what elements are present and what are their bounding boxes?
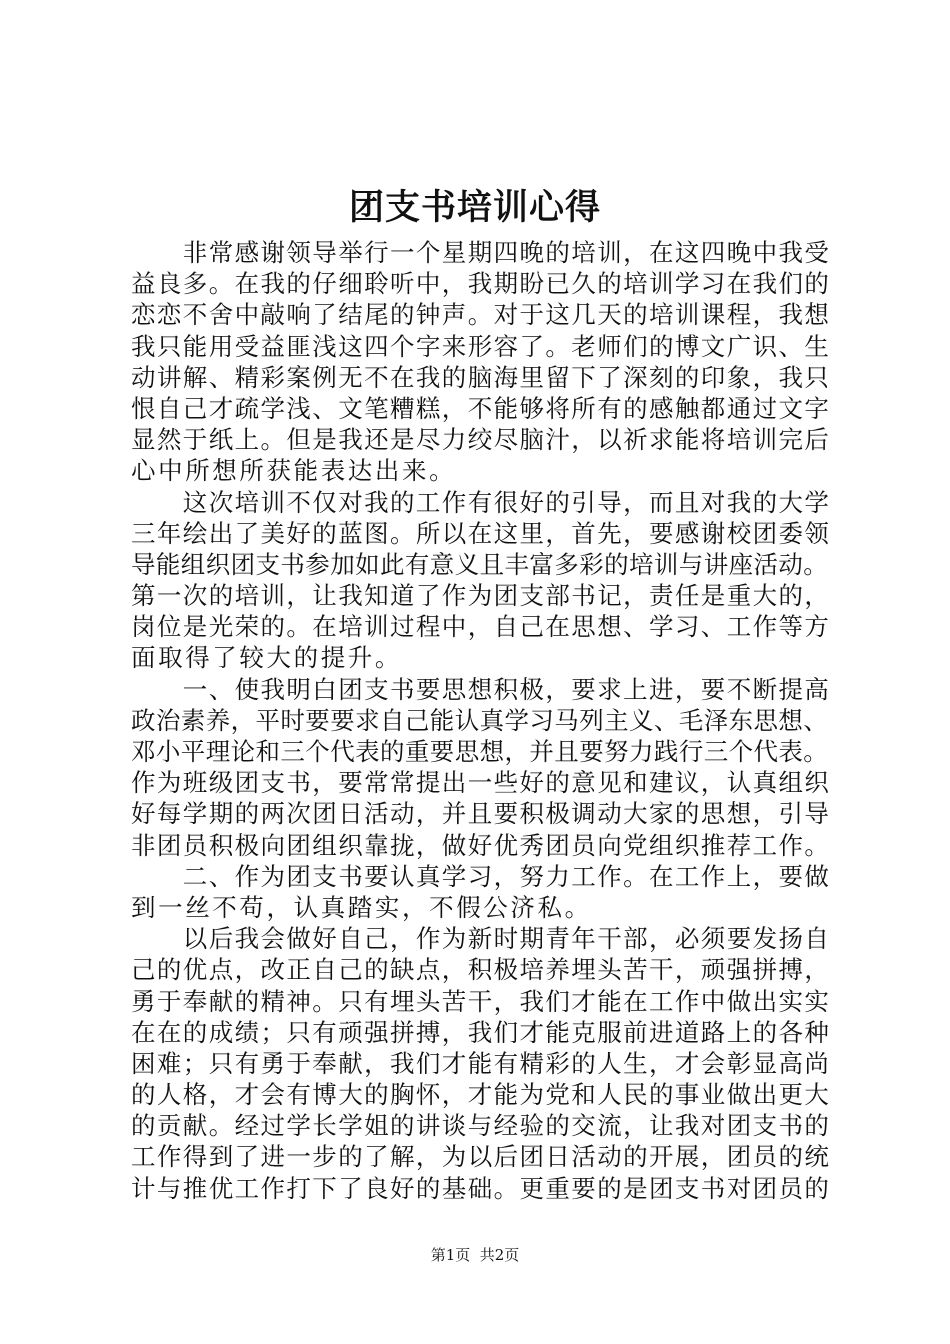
document-body xyxy=(131,237,831,1204)
body-text-line: 非团员积极向团组织靠拢，做好优秀团员向党组织推荐工作。 xyxy=(131,830,831,860)
body-text-line: 己的优点，改正自己的缺点，积极培养埋头苦干，顽强拼搏， xyxy=(131,955,831,985)
body-text-line: 的贡献。经过学长学姐的讲谈与经验的交流，让我对团支书的 xyxy=(131,1111,831,1141)
body-text-line: 面取得了较大的提升。 xyxy=(131,643,402,673)
body-text-line: 恨自己才疏学浅、文笔糟糕，不能够将所有的感触都通过文字 xyxy=(131,393,831,423)
body-text-line: 好每学期的两次团日活动，并且要积极调动大家的思想，引导 xyxy=(131,799,831,829)
page-footer: 第1页 共2页 xyxy=(430,1246,520,1264)
body-text-line: 导能组织团支书参加如此有意义且丰富多彩的培训与讲座活动。 xyxy=(131,549,829,579)
body-text-line: 三年绘出了美好的蓝图。所以在这里，首先，要感谢校团委领 xyxy=(131,518,831,548)
body-text-line: 非常感谢领导举行一个星期四晚的培训，在这四晚中我受 xyxy=(131,238,831,267)
body-text-line: 以后我会做好自己，作为新时期青年干部，必须要发扬自 xyxy=(131,924,831,954)
body-text-line: 工作得到了进一步的了解，为以后团日活动的开展，团员的统 xyxy=(131,1142,831,1172)
body-text-line: 动讲解、精彩案例无不在我的脑海里留下了深刻的印象，我只 xyxy=(131,362,831,392)
body-text-line: 计与推优工作打下了良好的基础。更重要的是团支书对团员的 xyxy=(131,1173,831,1203)
body-text-line: 勇于奉献的精神。只有埋头苦干，我们才能在工作中做出实实 xyxy=(131,986,831,1016)
body-text-line: 岗位是光荣的。在培训过程中，自己在思想、学习、工作等方 xyxy=(131,612,831,642)
body-text-line: 第一次的培训，让我知道了作为团支部书记，责任是重大的， xyxy=(131,581,831,611)
body-text-line: 我只能用受益匪浅这四个字来形容了。老师们的博文广识、生 xyxy=(131,331,831,361)
body-text-line: 的人格，才会有博大的胸怀，才能为党和人民的事业做出更大 xyxy=(131,1080,831,1110)
body-text-line: 作为班级团支书，要常常提出一些好的意见和建议，认真组织 xyxy=(131,768,831,798)
body-text-line: 心中所想所获能表达出来。 xyxy=(131,456,457,486)
body-text-line: 恋恋不舍中敲响了结尾的钟声。对于这几天的培训课程，我想 xyxy=(131,300,831,330)
body-text-line: 在在的成绩；只有顽强拼搏，我们才能克服前进道路上的各种 xyxy=(131,1017,831,1047)
body-text-line: 二、作为团支书要认真学习，努力工作。在工作上，要做 xyxy=(131,861,831,891)
body-text-line: 到一丝不苟，认真踏实，不假公济私。 xyxy=(131,892,592,922)
body-text-line: 显然于纸上。但是我还是尽力绞尽脑汁，以祈求能将培训完后 xyxy=(131,425,831,455)
body-text-line: 一、使我明白团支书要思想积极，要求上进，要不断提高 xyxy=(131,674,831,704)
body-text-line: 这次培训不仅对我的工作有很好的引导，而且对我的大学 xyxy=(131,487,831,517)
body-text-line: 困难；只有勇于奉献，我们才能有精彩的人生，才会彰显高尚 xyxy=(131,1048,831,1078)
document-title: 团支书培训心得 xyxy=(348,187,601,228)
body-text-line: 益良多。在我的仔细聆听中，我期盼已久的培训学习在我们的 xyxy=(131,269,831,299)
body-text-line: 政治素养，平时要要求自己能认真学习马列主义、毛泽东思想、 xyxy=(131,705,829,735)
body-text-line: 邓小平理论和三个代表的重要思想，并且要努力践行三个代表。 xyxy=(131,737,829,766)
